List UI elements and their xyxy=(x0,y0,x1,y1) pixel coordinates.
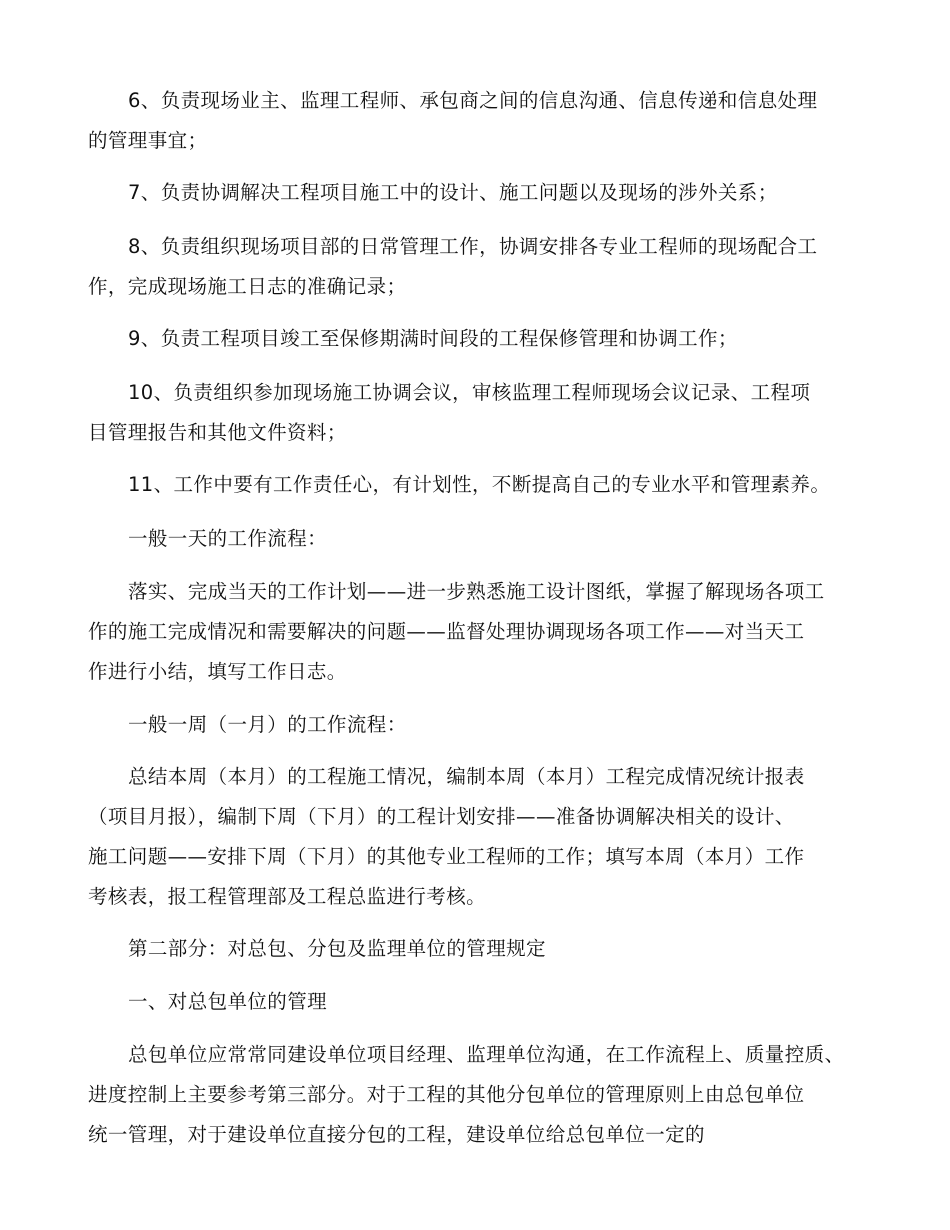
text-line: （项目月报），编制下周（下月）的工程计划安排——准备协调解决相关的设计、 xyxy=(88,805,795,828)
text-line: 作进行小结，填写工作日志。 xyxy=(88,660,347,683)
text-line: 总包单位应常常同建设单位项目经理、监理单位沟通，在工作流程上、质量控质、 xyxy=(128,1043,845,1066)
text-line: 的管理事宜； xyxy=(88,129,208,152)
subsection-heading: 一、对总包单位的管理 xyxy=(128,990,328,1013)
text-line: 目管理报告和其他文件资料； xyxy=(88,421,347,444)
text-line: 7、负责协调解决工程项目施工中的设计、施工问题以及现场的涉外关系； xyxy=(128,181,778,204)
text-line: 一般一天的工作流程： xyxy=(128,527,328,550)
text-line: 统一管理，对于建设单位直接分包的工程，建设单位给总包单位一定的 xyxy=(88,1123,705,1146)
text-line: 10、负责组织参加现场施工协调会议，审核监理工程师现场会议记录、工程项 xyxy=(128,381,811,404)
text-line: 9、负责工程项目竣工至保修期满时间段的工程保修管理和协调工作； xyxy=(128,327,738,350)
text-line: 总结本周（本月）的工程施工情况，编制本周（本月）工程完成情况统计报表 xyxy=(128,765,805,788)
text-line: 11、工作中要有工作责任心，有计划性，不断提高自己的专业水平和管理素养。 xyxy=(128,473,831,496)
text-line: 进度控制上主要参考第三部分。对于工程的其他分包单位的管理原则上由总包单位 xyxy=(88,1083,805,1106)
text-line: 作的施工完成情况和需要解决的问题——监督处理协调现场各项工作——对当天工 xyxy=(88,620,805,643)
text-line: 落实、完成当天的工作计划——进一步熟悉施工设计图纸，掌握了解现场各项工 xyxy=(128,580,825,603)
text-line: 作，完成现场施工日志的准确记录； xyxy=(88,275,407,298)
text-line: 一般一周（一月）的工作流程： xyxy=(128,713,407,736)
text-line: 施工问题——安排下周（下月）的其他专业工程师的工作；填写本周（本月）工作 xyxy=(88,845,805,868)
text-line: 8、负责组织现场项目部的日常管理工作，协调安排各专业工程师的现场配合工 xyxy=(128,235,818,258)
text-line: 6、负责现场业主、监理工程师、承包商之间的信息沟通、信息传递和信息处理 xyxy=(128,89,818,112)
section-heading: 第二部分：对总包、分包及监理单位的管理规定 xyxy=(128,937,546,960)
text-line: 考核表，报工程管理部及工程总监进行考核。 xyxy=(88,885,487,908)
